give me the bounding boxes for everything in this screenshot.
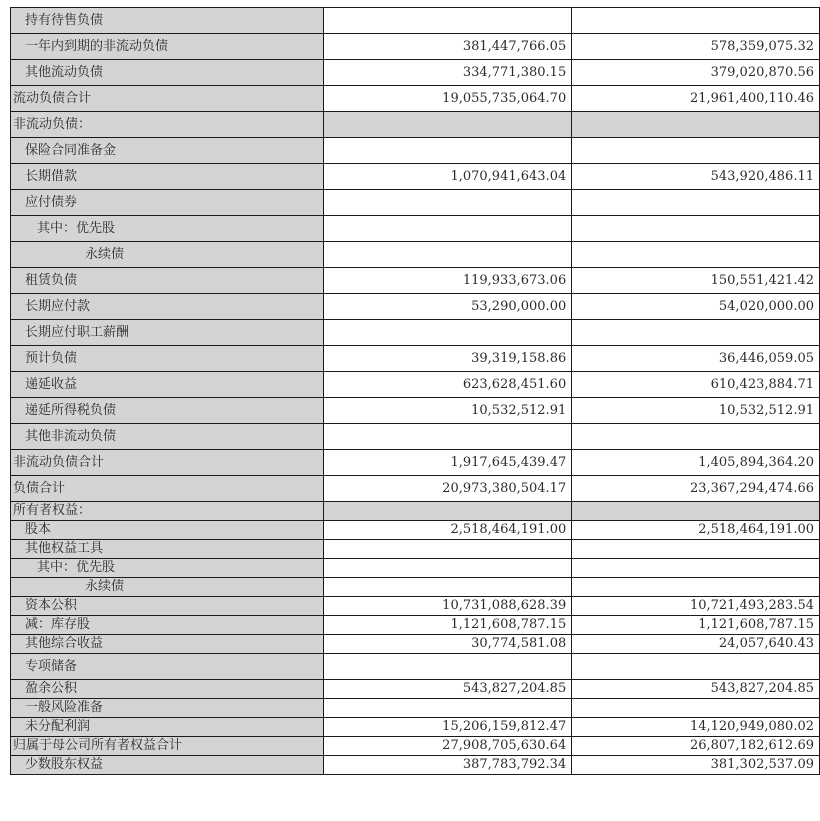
- prior-period-value: 150,551,421.42: [572, 268, 820, 294]
- prior-period-value: 1,405,894,364.20: [572, 450, 820, 476]
- row-label: 保险合同准备金: [11, 138, 324, 164]
- row-label: 租赁负债: [11, 268, 324, 294]
- table-row: [11, 737, 820, 756]
- prior-period-value: 21,961,400,110.46: [572, 86, 820, 112]
- row-label: 永续债: [11, 578, 324, 597]
- table-row: [11, 699, 820, 718]
- current-period-value: 119,933,673.06: [324, 268, 572, 294]
- current-period-value: [324, 424, 572, 450]
- prior-period-value: [572, 502, 820, 521]
- row-label: 负债合计: [11, 476, 324, 502]
- row-label: 其他非流动负债: [11, 424, 324, 450]
- prior-period-value: [572, 190, 820, 216]
- row-label: 其中：优先股: [11, 216, 324, 242]
- prior-period-value: [572, 559, 820, 578]
- balance-sheet: [10, 7, 820, 775]
- current-period-value: 53,290,000.00: [324, 294, 572, 320]
- current-period-value: 623,628,451.60: [324, 372, 572, 398]
- prior-period-value: 1,121,608,787.15: [572, 616, 820, 635]
- current-period-value: 27,908,705,630.64: [324, 737, 572, 756]
- table-row: [11, 756, 820, 775]
- prior-period-value: [572, 699, 820, 718]
- current-period-value: 20,973,380,504.17: [324, 476, 572, 502]
- row-label: 少数股东权益: [11, 756, 324, 775]
- current-period-value: [324, 216, 572, 242]
- current-period-value: [324, 320, 572, 346]
- current-period-value: 1,121,608,787.15: [324, 616, 572, 635]
- row-label: 应付债券: [11, 190, 324, 216]
- current-period-value: 2,518,464,191.00: [324, 521, 572, 540]
- row-label: 其他综合收益: [11, 635, 324, 654]
- current-period-value: 39,319,158.86: [324, 346, 572, 372]
- current-period-value: 334,771,380.15: [324, 60, 572, 86]
- row-label: 专项储备: [11, 654, 324, 680]
- table-row: [11, 190, 820, 216]
- table-row: [11, 540, 820, 559]
- prior-period-value: [572, 654, 820, 680]
- current-period-value: 19,055,735,064.70: [324, 86, 572, 112]
- current-period-value: 15,206,159,812.47: [324, 718, 572, 737]
- table-row: [11, 718, 820, 737]
- table-row: [11, 60, 820, 86]
- row-label: 长期应付职工薪酬: [11, 320, 324, 346]
- current-period-value: [324, 578, 572, 597]
- table-row: [11, 424, 820, 450]
- table-row: [11, 521, 820, 540]
- current-period-value: 10,731,088,628.39: [324, 597, 572, 616]
- table-row: [11, 86, 820, 112]
- current-period-value: [324, 699, 572, 718]
- table-row: [11, 578, 820, 597]
- current-period-value: [324, 242, 572, 268]
- prior-period-value: 379,020,870.56: [572, 60, 820, 86]
- current-period-value: 10,532,512.91: [324, 398, 572, 424]
- table-body: [11, 8, 820, 775]
- current-period-value: [324, 502, 572, 521]
- table-row: [11, 320, 820, 346]
- table-row: [11, 346, 820, 372]
- prior-period-value: [572, 242, 820, 268]
- row-label: 预计负债: [11, 346, 324, 372]
- prior-period-value: 610,423,884.71: [572, 372, 820, 398]
- table-row: [11, 635, 820, 654]
- row-label: 长期借款: [11, 164, 324, 190]
- current-period-value: 30,774,581.08: [324, 635, 572, 654]
- table-row: [11, 138, 820, 164]
- row-label: 递延所得税负债: [11, 398, 324, 424]
- table-row: [11, 616, 820, 635]
- prior-period-value: 543,920,486.11: [572, 164, 820, 190]
- prior-period-value: 26,807,182,612.69: [572, 737, 820, 756]
- table-row: [11, 654, 820, 680]
- prior-period-value: 2,518,464,191.00: [572, 521, 820, 540]
- row-label: 流动负债合计: [11, 86, 324, 112]
- prior-period-value: 578,359,075.32: [572, 34, 820, 60]
- row-label: 其他流动负债: [11, 60, 324, 86]
- row-label: 递延收益: [11, 372, 324, 398]
- prior-period-value: [572, 578, 820, 597]
- current-period-value: 381,447,766.05: [324, 34, 572, 60]
- row-label: 股本: [11, 521, 324, 540]
- prior-period-value: [572, 112, 820, 138]
- current-period-value: [324, 654, 572, 680]
- prior-period-value: 10,721,493,283.54: [572, 597, 820, 616]
- prior-period-value: 23,367,294,474.66: [572, 476, 820, 502]
- table-row: [11, 268, 820, 294]
- row-label: 其他权益工具: [11, 540, 324, 559]
- prior-period-value: 36,446,059.05: [572, 346, 820, 372]
- table-row: [11, 34, 820, 60]
- row-label: 未分配利润: [11, 718, 324, 737]
- row-label: 非流动负债合计: [11, 450, 324, 476]
- row-label: 减：库存股: [11, 616, 324, 635]
- prior-period-value: 24,057,640.43: [572, 635, 820, 654]
- table-row: [11, 216, 820, 242]
- prior-period-value: [572, 216, 820, 242]
- current-period-value: 1,070,941,643.04: [324, 164, 572, 190]
- row-label: 一年内到期的非流动负债: [11, 34, 324, 60]
- table-row: [11, 680, 820, 699]
- current-period-value: [324, 112, 572, 138]
- table-row: [11, 242, 820, 268]
- liabilities-equity-table: [10, 7, 820, 775]
- current-period-value: [324, 540, 572, 559]
- table-row: [11, 476, 820, 502]
- row-label: 长期应付款: [11, 294, 324, 320]
- prior-period-value: [572, 540, 820, 559]
- table-row: [11, 112, 820, 138]
- table-row: [11, 8, 820, 34]
- row-label: 持有待售负债: [11, 8, 324, 34]
- table-row: [11, 597, 820, 616]
- table-row: [11, 559, 820, 578]
- table-row: [11, 398, 820, 424]
- current-period-value: 543,827,204.85: [324, 680, 572, 699]
- current-period-value: [324, 138, 572, 164]
- prior-period-value: 10,532,512.91: [572, 398, 820, 424]
- table-row: [11, 164, 820, 190]
- current-period-value: 387,783,792.34: [324, 756, 572, 775]
- prior-period-value: 381,302,537.09: [572, 756, 820, 775]
- row-label: 盈余公积: [11, 680, 324, 699]
- current-period-value: 1,917,645,439.47: [324, 450, 572, 476]
- prior-period-value: 543,827,204.85: [572, 680, 820, 699]
- table-row: [11, 502, 820, 521]
- table-row: [11, 372, 820, 398]
- prior-period-value: 14,120,949,080.02: [572, 718, 820, 737]
- prior-period-value: [572, 424, 820, 450]
- row-label: 其中：优先股: [11, 559, 324, 578]
- row-label: 永续债: [11, 242, 324, 268]
- table-row: [11, 450, 820, 476]
- prior-period-value: [572, 138, 820, 164]
- table-row: [11, 294, 820, 320]
- current-period-value: [324, 190, 572, 216]
- row-label: 非流动负债：: [11, 112, 324, 138]
- prior-period-value: [572, 8, 820, 34]
- row-label: 所有者权益：: [11, 502, 324, 521]
- prior-period-value: 54,020,000.00: [572, 294, 820, 320]
- row-label: 一般风险准备: [11, 699, 324, 718]
- prior-period-value: [572, 320, 820, 346]
- row-label: 资本公积: [11, 597, 324, 616]
- row-label: 归属于母公司所有者权益合计: [11, 737, 324, 756]
- current-period-value: [324, 559, 572, 578]
- current-period-value: [324, 8, 572, 34]
